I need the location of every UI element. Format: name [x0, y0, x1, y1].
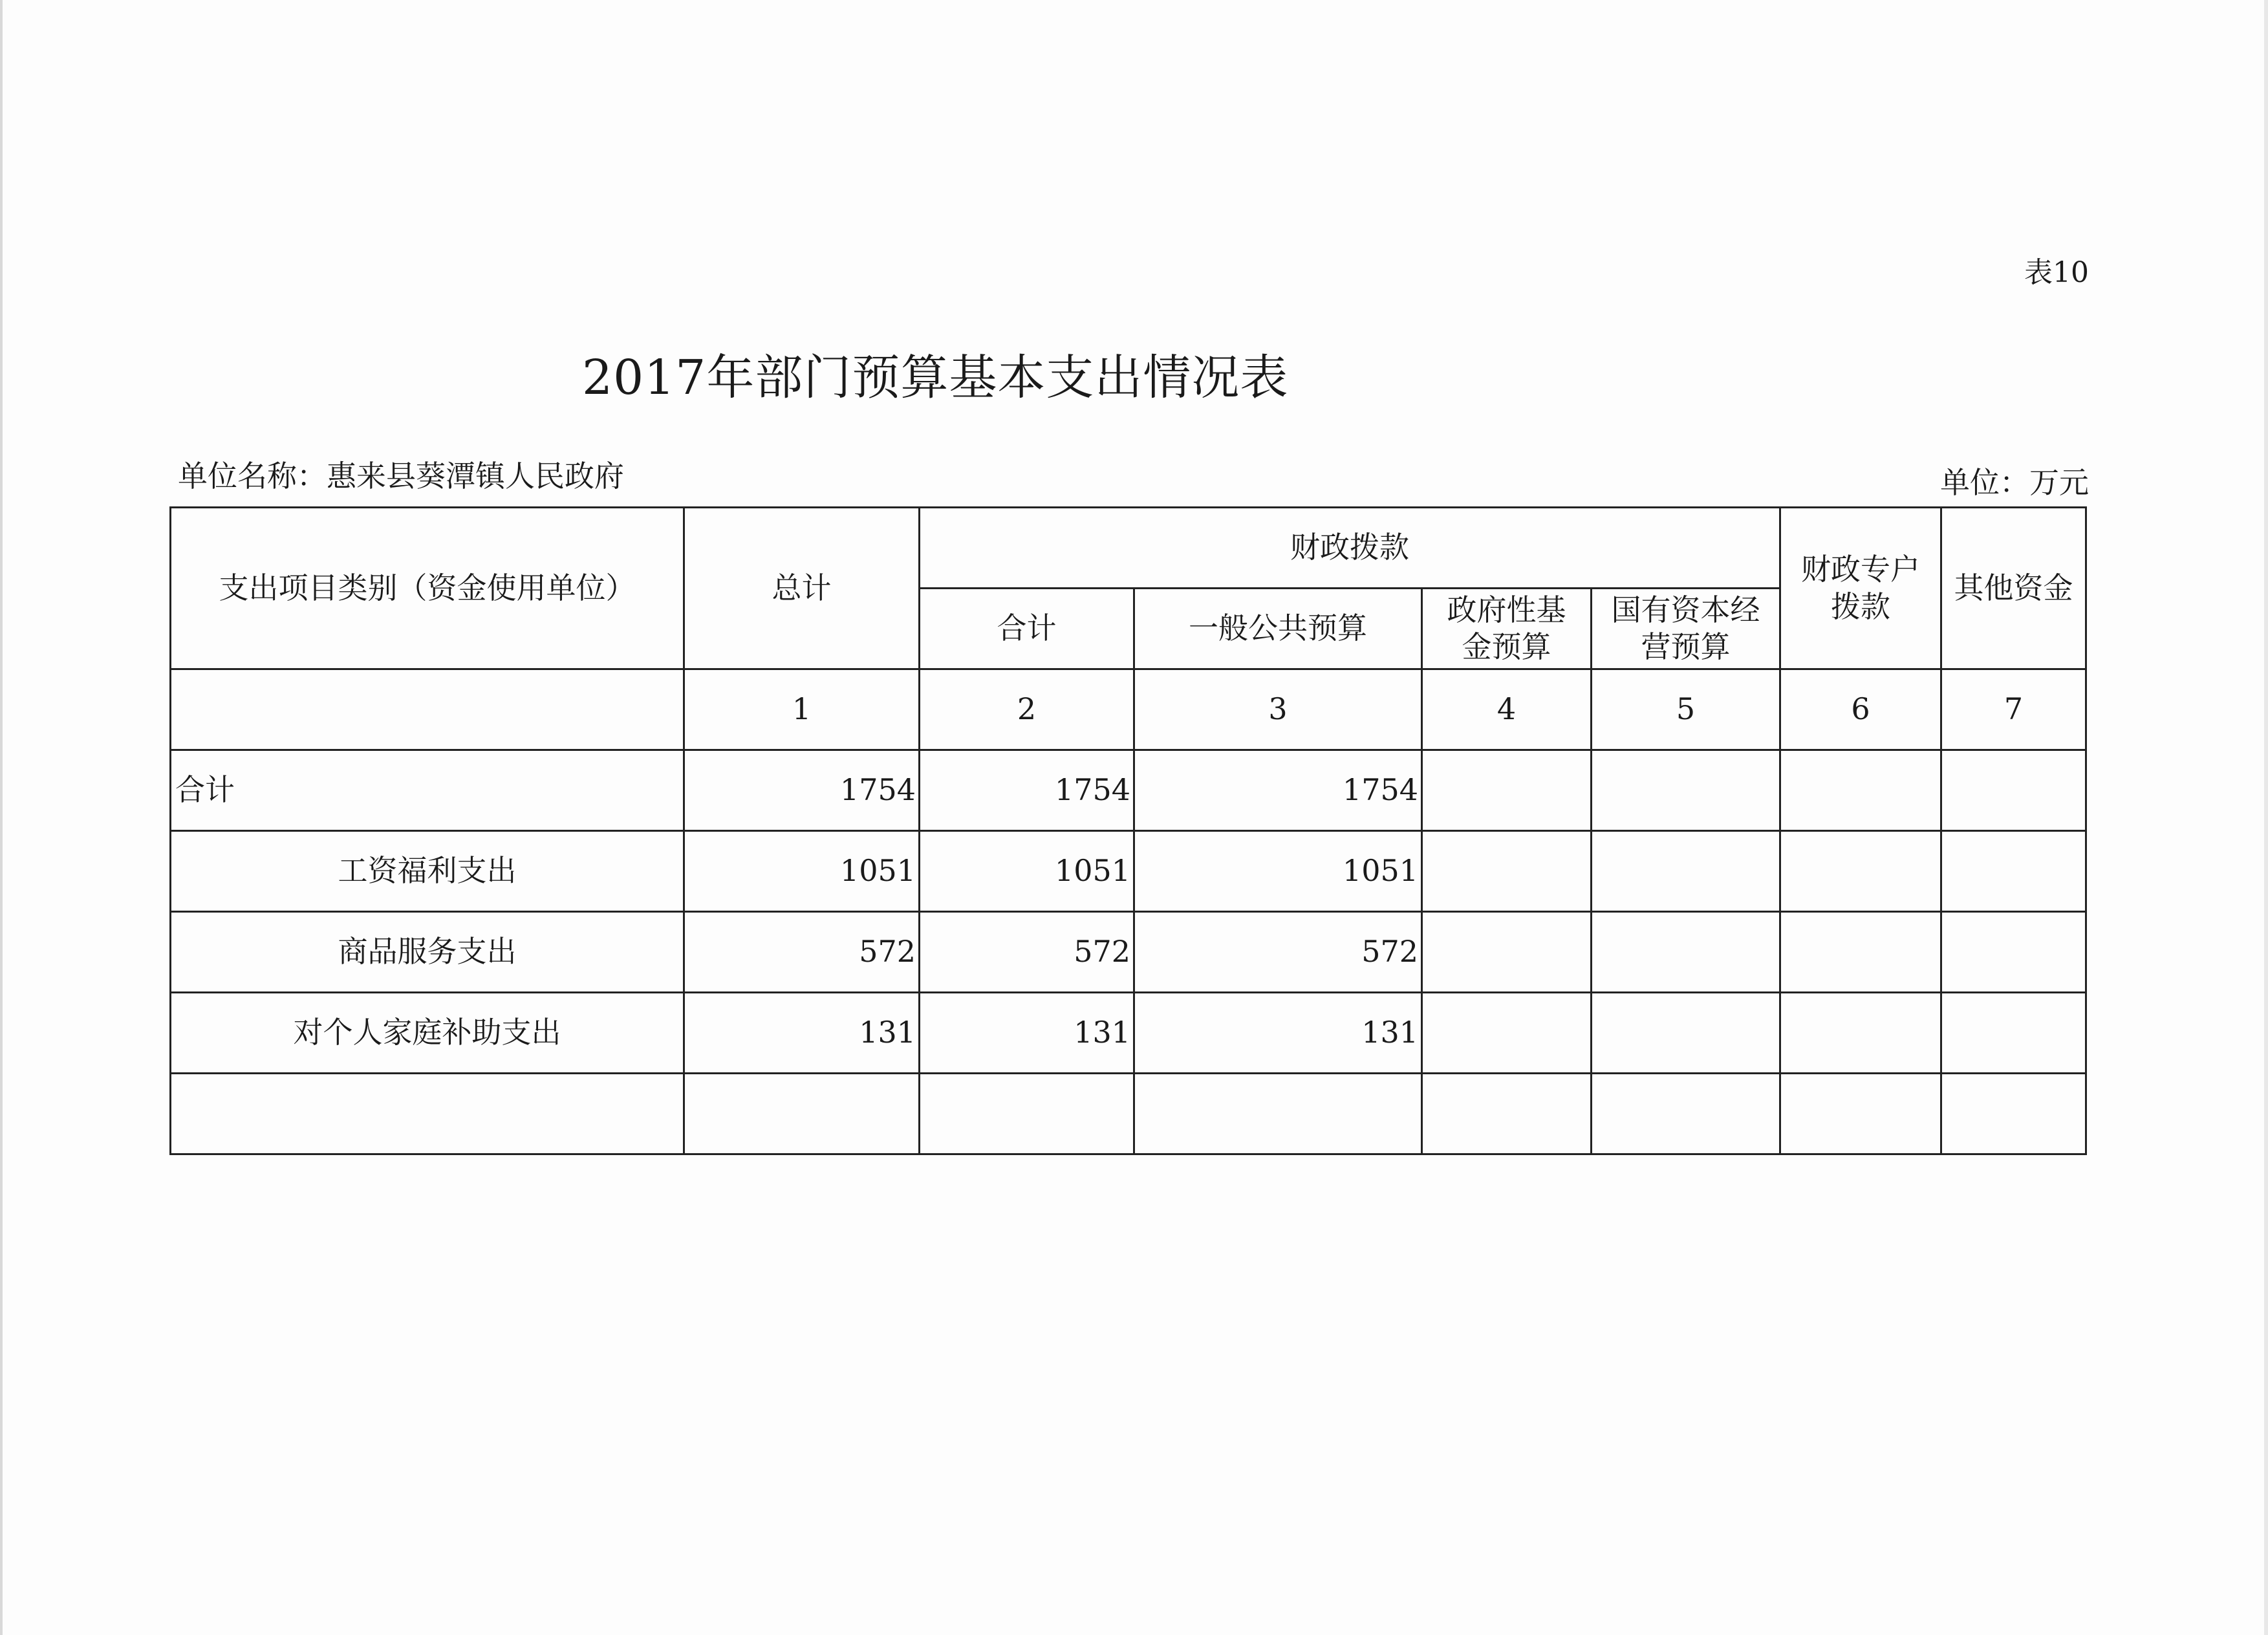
header-state-capital: 国有资本经营预算 [1592, 589, 1780, 669]
cell-value [1592, 993, 1780, 1074]
header-general-budget: 一般公共预算 [1134, 589, 1422, 669]
table-row [171, 993, 2086, 1074]
col-number: 5 [1592, 669, 1780, 750]
row-label: 商品服务支出 [171, 912, 684, 993]
col-number: 2 [920, 669, 1134, 750]
cell-value: 1754 [1134, 750, 1422, 831]
cell-value: 131 [1134, 993, 1422, 1074]
col-number: 7 [1941, 669, 2086, 750]
page-edge [0, 0, 3, 1635]
cell-value [1780, 1074, 1941, 1154]
cell-value: 1754 [684, 750, 920, 831]
row-label [171, 1074, 684, 1154]
cell-value: 1754 [920, 750, 1134, 831]
row-label: 工资福利支出 [171, 831, 684, 912]
header-special: 财政专户拨款 [1780, 508, 1941, 669]
cell-value: 572 [684, 912, 920, 993]
header-fiscal-sum: 合计 [920, 589, 1134, 669]
page-edge [2264, 0, 2268, 1635]
cell-value [1780, 750, 1941, 831]
header-gov-fund: 政府性基金预算 [1422, 589, 1592, 669]
cell-value [1592, 750, 1780, 831]
table-row [171, 1074, 2086, 1154]
cell-value [1592, 831, 1780, 912]
header-other: 其他资金 [1941, 508, 2086, 669]
cell-value [1780, 993, 1941, 1074]
table-row [171, 912, 2086, 993]
cell-value [1592, 1074, 1780, 1154]
cell-value: 572 [1134, 912, 1422, 993]
cell-value [1780, 912, 1941, 993]
cell-value [1422, 831, 1592, 912]
col-number: 1 [684, 669, 920, 750]
cell-value: 1051 [684, 831, 920, 912]
cell-value: 1051 [920, 831, 1134, 912]
cell-value [1941, 993, 2086, 1074]
cell-value [1134, 1074, 1422, 1154]
cell-value [920, 1074, 1134, 1154]
cell-value [1422, 1074, 1592, 1154]
cell-value [1780, 831, 1941, 912]
cell-value: 1051 [1134, 831, 1422, 912]
cell-value [1941, 1074, 2086, 1154]
organization-name: 单位名称：惠来县葵潭镇人民政府 [178, 459, 624, 493]
cell-value [1941, 831, 2086, 912]
table-row [171, 831, 2086, 912]
row-label: 合计 [171, 750, 684, 831]
col-number [171, 669, 684, 750]
header-total: 总计 [684, 508, 920, 669]
cell-value [1422, 912, 1592, 993]
unit-label: 单位：万元 [1940, 465, 2089, 500]
cell-value [1422, 750, 1592, 831]
budget-table [169, 506, 2087, 1155]
header-fiscal: 财政拨款 [920, 508, 1780, 589]
cell-value: 131 [920, 993, 1134, 1074]
col-number: 6 [1780, 669, 1941, 750]
cell-value [1941, 750, 2086, 831]
header-category: 支出项目类别（资金使用单位） [171, 508, 684, 669]
cell-value [684, 1074, 920, 1154]
col-number: 3 [1134, 669, 1422, 750]
table-row [171, 750, 2086, 831]
cell-value [1592, 912, 1780, 993]
cell-value: 131 [684, 993, 920, 1074]
row-label: 对个人家庭补助支出 [171, 993, 684, 1074]
cell-value [1422, 993, 1592, 1074]
col-number: 4 [1422, 669, 1592, 750]
table-number: 表10 [2024, 256, 2089, 289]
cell-value: 572 [920, 912, 1134, 993]
cell-value [1941, 912, 2086, 993]
page-title: 2017年部门预算基本支出情况表 [582, 350, 1289, 406]
